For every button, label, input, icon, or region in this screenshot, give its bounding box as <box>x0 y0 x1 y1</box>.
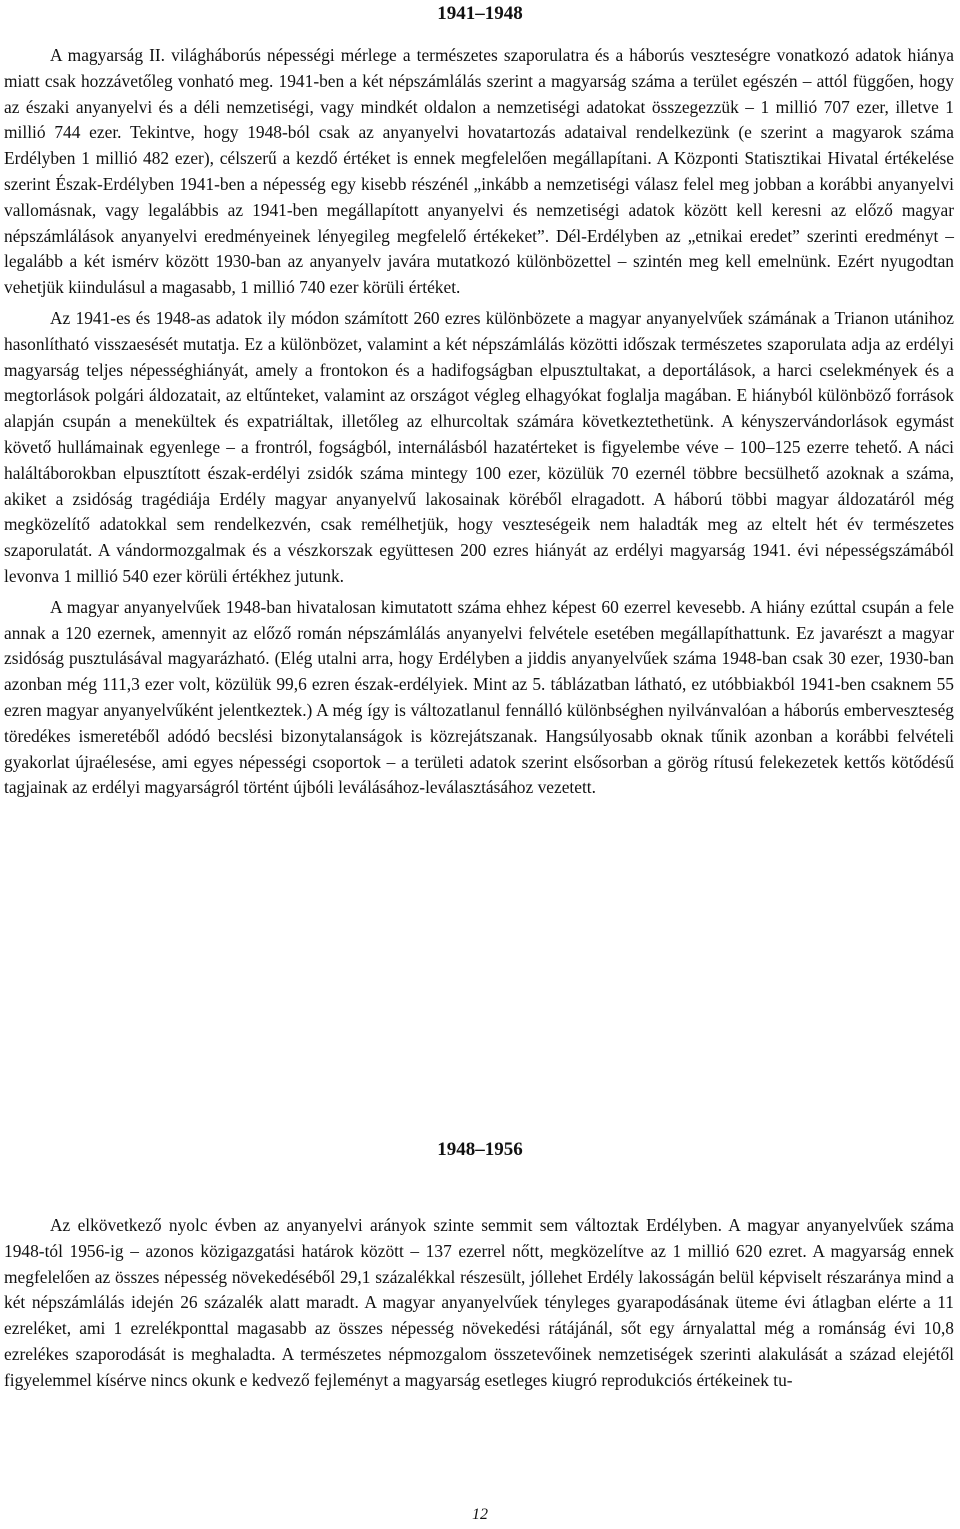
paragraph: Az elkövetkező nyolc évben az anyanyelvi arányok szinte semmit sem változtak Erdélyben. A magyar anyanyelvűek száma 1948-tól 1956-ig – azonos közigazgatási határok között – 137 ezerrel nőtt, megközelítve az 1 millió 620 ezret. A magyarság ennek megfelelően az összes népesség növekedéséből 29,1 százalékkal részesült, jóllehet Erdély lakosságán belül képviselt részaránya mind a két népszámlálás idején 26 százalék alatt maradt. A magyar anyanyelvűek tényleges gyarapodásának üteme évi átlagban elérte a 11 ezreléket, ami 1 ezrelékponttal magasabb az összes népesség növekedési rátájánál, sőt egy árnyalattal még a románság évi 10,8 ezrelékes szaporodását is meghaladta. A természetes népmozgalom összetevőinek nemzetiségek szerinti alakulását a század elejétől figyelemmel kísérve nincs okunk e kedvező fejleményt a magyarság esetleges kiugró reprodukciós értékeinek tu- <box>4 1215 954 1390</box>
section-title-1948-1956: 1948–1956 <box>437 1139 523 1160</box>
section-body-1948-1956 <box>4 1213 954 1394</box>
section-body-1941-1948 <box>4 43 954 801</box>
paragraph: A magyar anyanyelvűek 1948-ban hivatalosan kimutatott száma ehhez képest 60 ezerrel kevesebb. A hiány ezúttal csupán a fele annak a 120 ezernek, amennyit az előző román népszámlálás anyanyelvi felvétele esetében megállapíthattunk. Ez javarészt a magyar zsidóság pusztulásával magyarázható. (Elég utalni arra, hogy Erdélyben a jiddis anyanyelvűek száma 1948-ban csak 30 ezer, 1930-ban azonban még 111,3 ezer volt, közülük 99,6 ezren észak-erdélyiek. Mint az 5. táblázatban látható, ez utóbbiakból 1941-ben csaknem 55 ezren magyar anyanyelvűként jelentkeztek.) A még így is változatlanul fennálló különbséghen nyilvánvalóan a háborús emberveszteség töredékes ismeretéből adódó becslési bizonytalanságok is közrejátszanak. Hangsúlyosabb oknak tűnik azonban a korábbi felvételi gyakorlat újraélesése, ami egyes népességi csoportok – a területi adatok szerint elsősorban a görög rítusú felekezetek kettős kötődésű tagjainak az erdélyi magyarságról történt újbóli leválásához-leválasztásához vezetett. <box>4 596 954 798</box>
section-title-1941-1948: 1941–1948 <box>437 3 523 24</box>
paragraph: Az 1941-es és 1948-as adatok ily módon számított 260 ezres különbözete a magyar anyanyelvűek számának a Trianon utánihoz hasonlítható visszaesését mutatja. Ez a különbözet, valamint a két népszámlálás közötti időszak természetes szaporulata adja az erdélyi magyarság teljes népességhiányát, amely a frontokon és a hadifogságban elpusztultakat, a deportálások, a harci cselekmények és a megtorlások polgári áldozatait, az eltűnteket, valamint az országot végleg elhagyókat foglalja magában. E hiányból különböző források alapján csupán a menekültek és expatriáltak, illetőleg az elhurcoltak számára következtethetünk. A kényszervándorlások egymást követő hullámainak egyenlege – a frontról, fogságból, internálásból hazatérteket is figyelembe véve – 100–125 ezerre tehető. A náci haláltáborokban elpusztított észak-erdélyi zsidók száma mintegy 100 ezer, közülük 70 ezernél többre becsülhető azoknak a száma, akiket a zsidóság tragédiája Erdély magyar anyanyelvű lakosainak köréből elragadott. A háború többi magyar áldozatáról még megközelítő adatokkal sem rendelkezvén, csak remélhetjük, hogy veszteségeik nem haladták meg az eltelt hét év természetes szaporulatát. A vándormozgalmak és a vészkorszak együttesen 200 ezres hiányát az erdélyi magyarság 1941. évi népességszámából levonva 1 millió 540 ezer körüli értékhez jutunk. <box>4 307 954 586</box>
paragraph: A magyarság II. világháborús népességi mérlege a természetes szaporulatra és a háborús veszteségre vonatkozó adatok hiánya miatt csak hozzávetőleg vonható meg. 1941-ben a két népszámlálás szerint a magyarság száma a terület egészén – attól függően, hogy az északi anyanyelvi és a déli nemzetiségi, vagy mindkét oldalon a nemzetiségi adatokat összegezzük – 1 millió 707 ezer, illetve 1 millió 744 ezer. Tekintve, hogy 1948-ból csak az anyanyelvi hovatartozás adataival rendelkezünk (e szerint a magyarok száma Erdélyben 1 millió 482 ezer), célszerű a kezdő értéket is ennek megfelelően megállapítani. A Központi Statisztikai Hivatal értékelése szerint Észak-Erdélyben 1941-ben a népesség egy kisebb részénél „inkább a nemzetiségi válasz felel meg jobban a korábbi anyanyelvi vallomásnak, vagy legalábbis az 1941-ben megállapított anyanyelvi és nemzetiségi adatok között kell keresni az előző magyar népszámlálások anyanyelvi eredményeinek lényegileg megfelelő értékeket”. Dél-Erdélyben az „etnikai eredet” szerinti eredményt – legalább a két ismérv között 1930-ban az anyanyelv javára mutatkozó különbözettel – szintén meg kell emelnünk. Ezért nyugodtan vehetjük kiindulásul a magasabb, 1 millió 740 ezer körüli értéket. <box>4 45 954 298</box>
page-number: 12 <box>472 1506 488 1523</box>
